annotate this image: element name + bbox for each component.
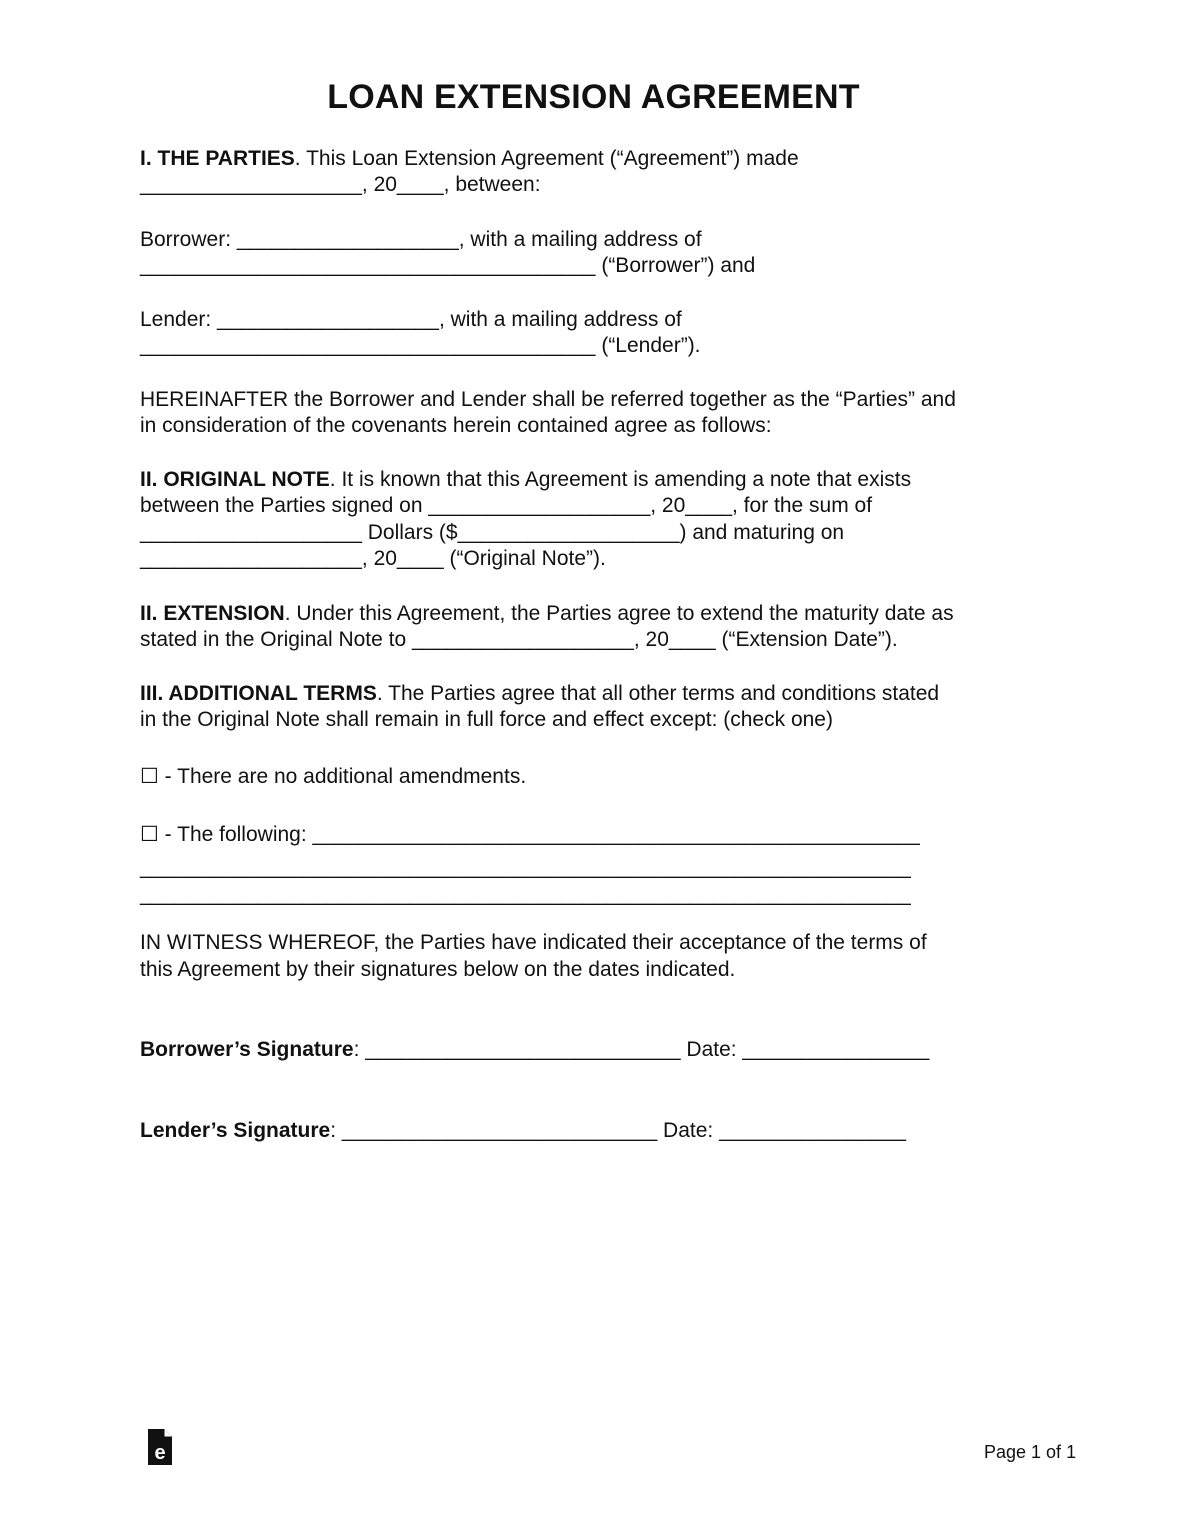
additional-terms-line-2: in the Original Note shall remain in full force and effect except: (check one) — [140, 708, 833, 731]
borrower-line-1: Borrower: ___________________, with a mailing address of — [140, 228, 702, 251]
original-note-line-4: ___________________, 20____ (“Original Note”). — [140, 547, 606, 570]
document-title: LOAN EXTENSION AGREEMENT — [327, 78, 860, 116]
borrower-line-2: _______________________________________ (“Borrower”) and — [140, 254, 756, 277]
lender-signature-field: : ___________________________ Date: ________________ — [330, 1119, 906, 1142]
checkbox-no-amendments[interactable]: ☐ — [140, 765, 159, 788]
option-following-label: - The following: ____________________________________________________ — [158, 823, 920, 846]
following-blank-line-2: __________________________________________________________________ — [140, 883, 911, 906]
original-note-line-1 — [140, 467, 911, 493]
parties-heading: I. THE PARTIES — [140, 147, 295, 170]
additional-terms-line-1 — [140, 681, 939, 707]
option-no-amendments-label: - There are no additional amendments. — [158, 765, 527, 788]
following-blank-line-1: __________________________________________________________________ — [140, 856, 911, 879]
parties-paragraph-line-1 — [140, 146, 799, 172]
page-number: Page 1 of 1 — [984, 1442, 1077, 1462]
borrower-signature-label: Borrower’s Signature — [140, 1038, 354, 1061]
lender-signature-line — [140, 1118, 906, 1144]
option-following — [140, 822, 920, 848]
borrower-signature-field: : ___________________________ Date: ________________ — [353, 1038, 930, 1061]
original-note-line-2: between the Parties signed on ___________________, 20____, for the sum of — [140, 494, 873, 517]
eforms-logo-icon — [146, 1427, 174, 1467]
parties-text: . This Loan Extension Agreement (“Agreement”) made — [294, 147, 799, 170]
original-note-line-3: ___________________ Dollars ($___________________) and maturing on — [140, 521, 845, 544]
extension-heading: II. EXTENSION — [140, 602, 285, 625]
extension-line-1 — [140, 601, 954, 627]
additional-terms-text: . The Parties agree that all other terms and conditions stated — [376, 682, 940, 705]
parties-paragraph-line-2: ___________________, 20____, between: — [140, 173, 541, 196]
checkbox-following[interactable]: ☐ — [140, 823, 159, 846]
option-no-amendments — [140, 764, 526, 790]
lender-signature-label: Lender’s Signature — [140, 1119, 331, 1142]
original-note-text: . It is known that this Agreement is amending a note that exists — [329, 468, 912, 491]
borrower-signature-line — [140, 1037, 929, 1063]
additional-terms-heading: III. ADDITIONAL TERMS — [140, 682, 377, 705]
witness-line-1: IN WITNESS WHEREOF, the Parties have indicated their acceptance of the terms of — [140, 931, 927, 954]
extension-line-2: stated in the Original Note to ___________________, 20____ (“Extension Date”). — [140, 628, 898, 651]
witness-line-2: this Agreement by their signatures below on the dates indicated. — [140, 958, 736, 981]
hereinafter-line-2: in consideration of the covenants herein contained agree as follows: — [140, 414, 772, 437]
lender-line-2: _______________________________________ (“Lender”). — [140, 334, 701, 357]
lender-line-1: Lender: ___________________, with a mailing address of — [140, 308, 682, 331]
hereinafter-line-1: HEREINAFTER the Borrower and Lender shall be referred together as the “Parties” and — [140, 388, 956, 411]
original-note-heading: II. ORIGINAL NOTE — [140, 468, 330, 491]
logo-letter: e — [154, 1442, 166, 1464]
extension-text: . Under this Agreement, the Parties agree to extend the maturity date as — [284, 602, 954, 625]
